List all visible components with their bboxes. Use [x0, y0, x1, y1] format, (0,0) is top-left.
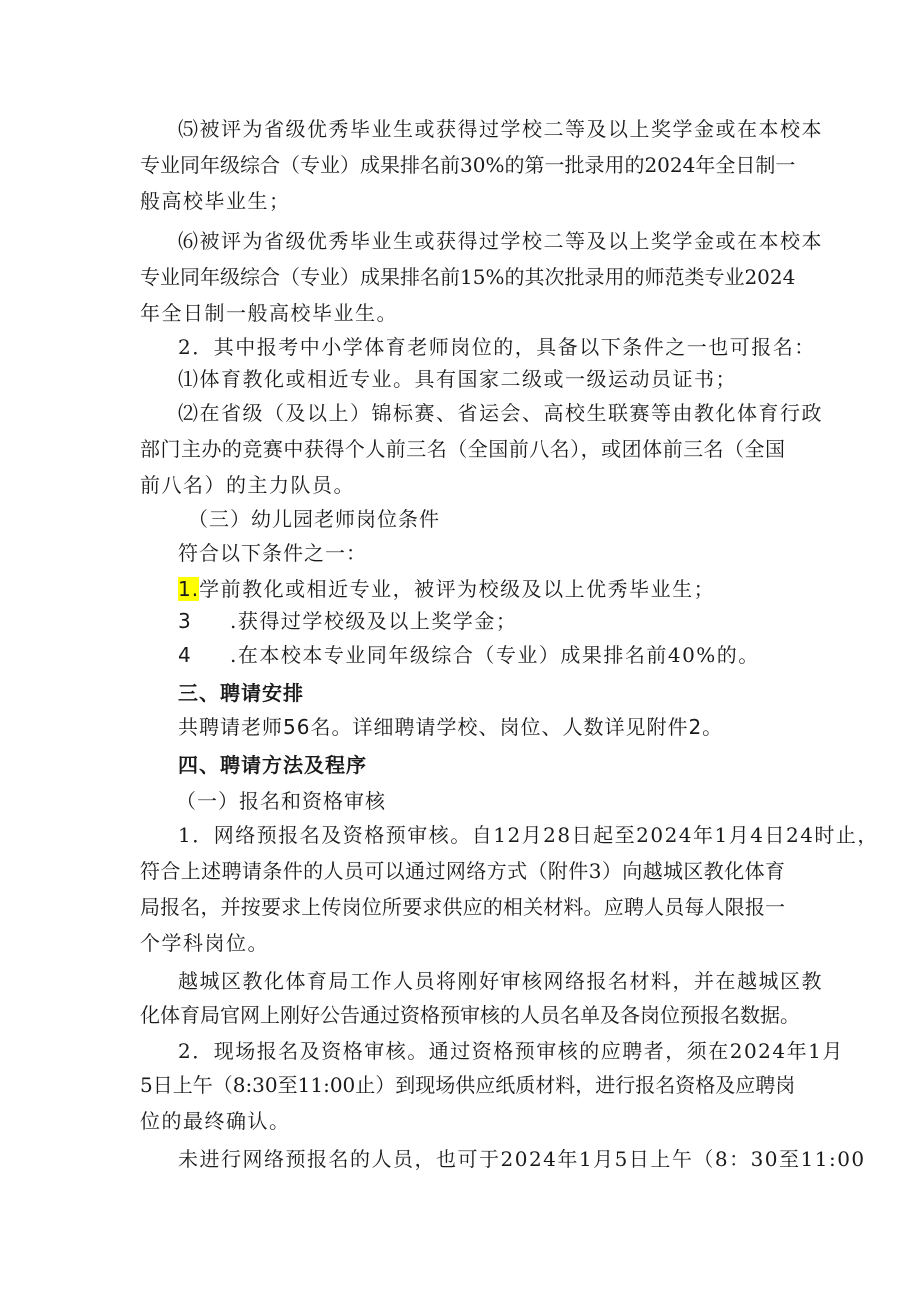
section-subheading: （三）幼儿园老师岗位条件: [188, 507, 440, 531]
paragraph-line: ⑸被评为省级优秀毕业生或获得过学校二等及以上奖学金或在本校本: [178, 117, 823, 141]
list-item: [178, 640, 760, 670]
paragraph-line: 般高校毕业生；: [140, 189, 291, 213]
paragraph-line: 共聘请老师56名。详细聘请学校、岗位、人数详见附件2。: [178, 715, 724, 739]
paragraph-line: ⑵在省级（及以上）锦标赛、省运会、高校生联赛等由教化体育行政: [178, 401, 823, 425]
section-heading: 四、聘请方法及程序: [178, 753, 367, 777]
paragraph-line: 2．现场报名及资格审核。通过资格预审核的应聘者，须在2024年1月: [178, 1039, 844, 1063]
paragraph-line: 越城区教化体育局工作人员将刚好审核网络报名材料，并在越城区教: [178, 969, 823, 993]
list-item-text: 学前教化或相近专业，被评为校级及以上优秀毕业生；: [199, 577, 716, 601]
section-subheading: （一）报名和资格审核: [176, 789, 386, 813]
paragraph-line: 局报名，并按要求上传岗位所要求供应的相关材料。应聘人员每人限报一: [140, 895, 785, 919]
paragraph-line: 2．其中报考中小学体育老师岗位的，具备以下条件之一也可报名：: [178, 335, 816, 359]
paragraph-line: 专业同年级综合（专业）成果排名前15%的其次批录用的师范类专业2024: [140, 265, 796, 289]
list-item-number: 1.: [178, 577, 200, 601]
list-item-number: 3: [178, 609, 192, 633]
list-item: [178, 606, 517, 636]
paragraph-line: 位的最终确认。: [140, 1109, 291, 1133]
paragraph-line: 符合以下条件之一：: [178, 541, 367, 565]
paragraph-line: 符合上述聘请条件的人员可以通过网络方式（附件3）向越城区教化体育: [140, 859, 785, 883]
paragraph-line: 个学科岗位。: [140, 931, 269, 955]
list-item-number: 4: [178, 643, 192, 667]
paragraph-line: ⑴体育教化或相近专业。具有国家二级或一级运动员证书；: [178, 367, 737, 391]
paragraph-line: 未进行网络预报名的人员，也可于2024年1月5日上午（8：30至11:00: [178, 1147, 866, 1171]
paragraph-line: 5日上午（8:30至11:00止）到现场供应纸质材料，进行报名资格及应聘岗: [140, 1073, 796, 1097]
list-item-text: .获得过学校级及以上奖学金；: [230, 609, 518, 633]
paragraph-line: 化体育局官网上刚好公告通过资格预审核的人员名单及各岗位预报名数据。: [140, 1003, 800, 1027]
paragraph-line: ⑹被评为省级优秀毕业生或获得过学校二等及以上奖学金或在本校本: [178, 229, 823, 253]
list-item-text: .在本校本专业同年级综合（专业）成果排名前40%的。: [230, 643, 760, 667]
paragraph-line: 专业同年级综合（专业）成果排名前30%的第一批录用的2024年全日制一: [140, 153, 796, 177]
paragraph-line: 前八名）的主力队员。: [140, 473, 355, 497]
paragraph-line: 部门主办的竞赛中获得个人前三名（全国前八名），或团体前三名（全国: [140, 437, 785, 461]
section-heading: 三、聘请安排: [178, 681, 304, 705]
paragraph-line: 1．网络预报名及资格预审核。自12月28日起至2024年1月4日24时止，: [178, 823, 879, 847]
paragraph-line: 年全日制一般高校毕业生。: [140, 301, 398, 325]
list-item: [178, 574, 715, 604]
